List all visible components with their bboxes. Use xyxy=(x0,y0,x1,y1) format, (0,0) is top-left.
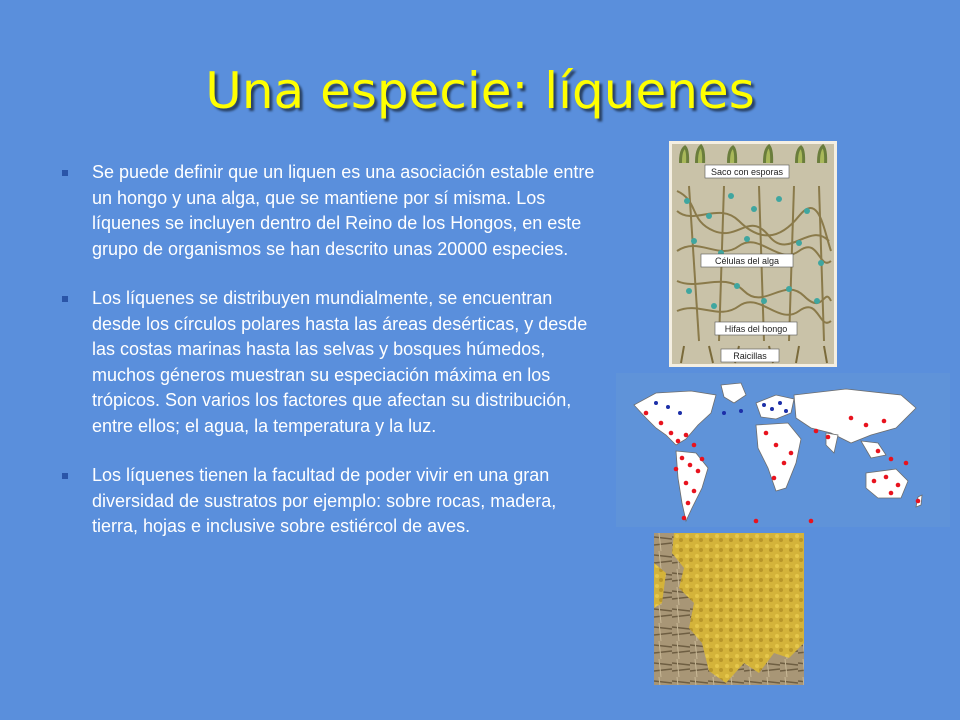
bullet-text: Los líquenes se distribuyen mundialmente, se encuentran desde los círculos polares hasta las áreas desérticas, y desde las costas marinas hasta las selvas y bosques húmedos, muchos géneros muestran su especiación máxima en los trópicos. Son varios los factores que afectan su distribución, entre ellos; el agua, la temperatura y la luz. xyxy=(92,288,588,436)
bullet-text: Se puede definir que un liquen es una asociación estable entre un hongo y una alga, que se mantiene por sí misma. Los líquenes se incluyen dentro del Reino de los Hongos, en este grupo de organismos se han descrito unas 20000 especies. xyxy=(92,162,595,259)
lichen-bark-photo xyxy=(654,533,804,685)
bullet-item xyxy=(62,160,602,262)
lichen-photo-svg xyxy=(654,533,804,685)
label-hyphae: Hifas del hongo xyxy=(724,324,788,334)
bullet-marker-icon xyxy=(62,296,68,302)
world-distribution-map xyxy=(616,373,950,527)
slide-title: Una especie: líquenes xyxy=(205,62,755,120)
world-map-svg xyxy=(616,373,950,527)
lichen-cross-section-image xyxy=(669,141,837,367)
bullet-list xyxy=(62,160,602,564)
bullet-text: Los líquenes tienen la facultad de poder vivir en una gran diversidad de sustratos por ejemplo: sobre rocas, madera, tierra, hojas e inclusive sobre estiércol de aves. xyxy=(92,465,557,536)
bullet-item xyxy=(62,286,602,439)
lichen-diagram-svg xyxy=(669,141,837,367)
bullet-marker-icon xyxy=(62,473,68,479)
bullet-marker-icon xyxy=(62,170,68,176)
bullet-item xyxy=(62,463,602,540)
label-spores: Saco con esporas xyxy=(710,167,784,177)
label-algae: Células del alga xyxy=(714,256,780,266)
label-rhizines: Raicillas xyxy=(733,351,767,361)
